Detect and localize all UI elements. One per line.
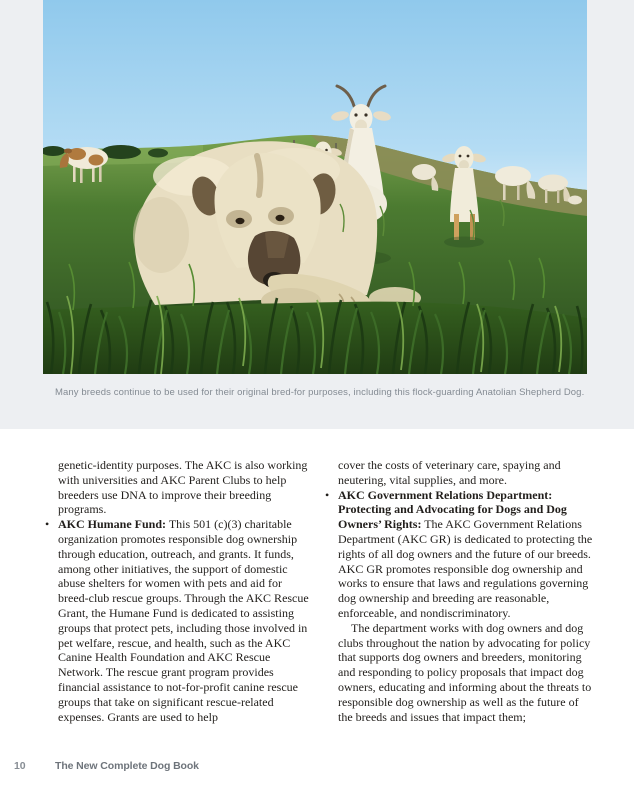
bullet-icon: • [325, 487, 330, 502]
bullet-akc-government-relations [325, 487, 594, 621]
left-continuation-paragraph: genetic-identity purposes. The AKC is also working with universities and AKC Parent Clubs to help breeders use DNA to improve their breeding programs. [58, 458, 308, 517]
running-book-title: The New Complete Dog Book [55, 760, 199, 772]
right-continuation-paragraph: cover the costs of veterinary care, spaying and neutering, vital supplies, and more. [338, 458, 561, 487]
bullet-body-text: The AKC Government Relations Department (AKC GR) is dedicated to protecting the rights of all dog owners and the future of our breeds. AKC GR promotes responsible dog ownership and works to ensure that laws and regulations governing dog ownership and breeding are reasonable, enforceable, and nondiscriminatory. [338, 517, 593, 620]
bullet-icon: • [45, 517, 50, 532]
bullet-akc-humane-fund [45, 517, 312, 724]
right-second-paragraph: The department works with dog owners and dog clubs throughout the nation by advocating for policy that supports dog owners and breeders, monitoring and responding to policy proposals that impact dog owners, educating and informing about the threats to responsible dog ownership as well as the future of the breeds and issues that impact them; [338, 620, 592, 724]
bullet-lead-text: AKC Government Relations Department: Protecting and Advocating for Dogs and Dog Owners’ Rights: [338, 487, 567, 532]
photo-caption: Many breeds continue to be used for their original bred-for purposes, including this flock-guarding Anatolian Shepherd Dog. [55, 387, 585, 398]
page-number: 10 [14, 760, 26, 772]
left-column [45, 458, 312, 724]
right-column [325, 458, 594, 724]
bullet-lead-text: AKC Humane Fund: [58, 517, 167, 532]
bullet-body-text: This 501 (c)(3) charitable organization promotes responsible dog ownership through education, outreach, and grants. It funds, among other initiatives, the support of domestic abuse shelters for women with pets and aid for breed-club rescue groups. Through the AKC Rescue Grant, the Humane Fund is dedicated to assisting groups that protect pets, including those involved in pet welfare, rescue, and health, such as the AKC Canine Health Foundation and AKC Rescue Network. The rescue grant program provides financial assistance to not-for-profit canine rescue groups that take on significant rescue-related expenses. Grants are used to help [58, 517, 309, 724]
pasture-scene [43, 0, 587, 374]
dog-and-goats-photo [43, 0, 587, 374]
